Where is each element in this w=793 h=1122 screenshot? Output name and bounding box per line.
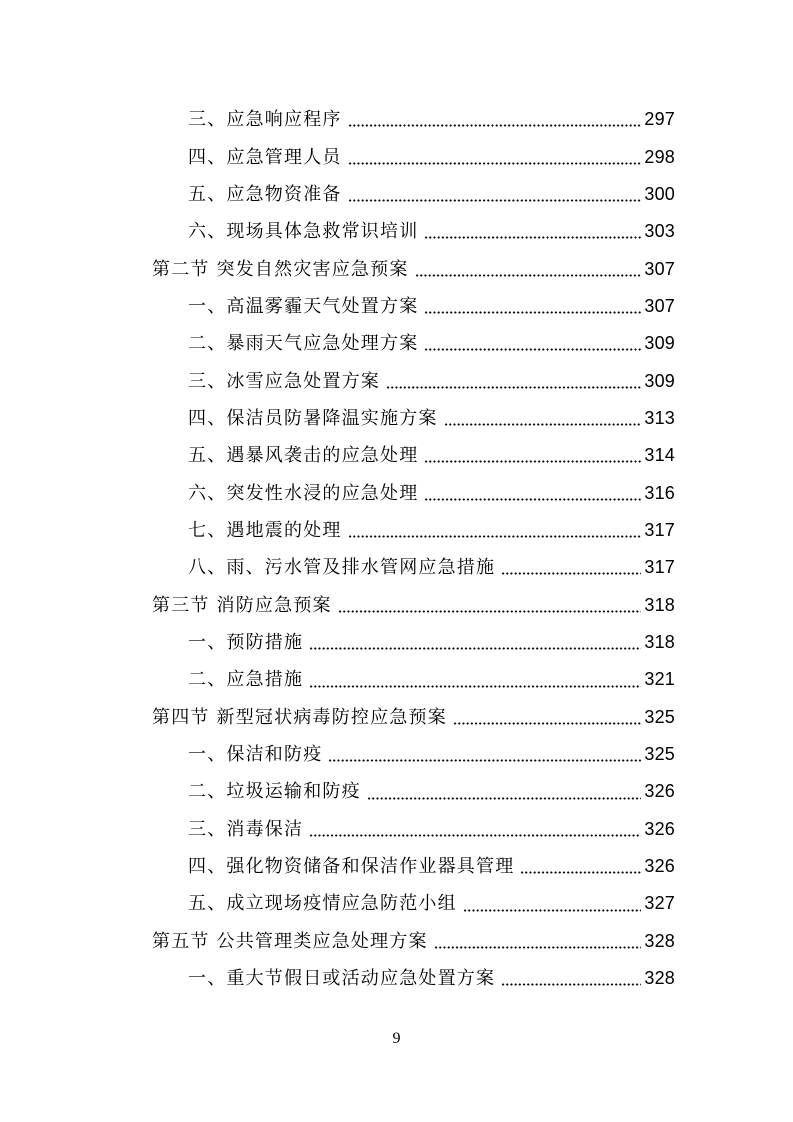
toc-entry-title: 六、突发性水浸的应急处理 <box>188 482 419 504</box>
dot-leader <box>328 759 641 762</box>
toc-entry-title: 一、保洁和防疫 <box>188 744 323 766</box>
toc-entry-page: 327 <box>644 893 675 914</box>
toc-entry-page: 307 <box>644 258 675 279</box>
dot-leader <box>348 124 642 127</box>
toc-entry-page: 317 <box>644 519 675 540</box>
table-of-contents <box>152 101 675 997</box>
toc-entry-title: 五、遇暴风袭击的应急处理 <box>188 445 419 467</box>
dot-leader <box>309 685 641 688</box>
toc-section-entry[interactable] <box>152 699 675 736</box>
dot-leader <box>463 909 642 912</box>
toc-entry[interactable] <box>152 549 675 586</box>
toc-entry[interactable] <box>152 400 675 437</box>
toc-entry-title: 第三节 消防应急预案 <box>152 594 332 616</box>
toc-entry-page: 326 <box>644 781 675 802</box>
toc-entry-page: 303 <box>644 221 675 242</box>
toc-entry-page: 318 <box>644 594 675 615</box>
toc-entry[interactable] <box>152 176 675 213</box>
toc-entry-title: 八、雨、污水管及排水管网应急措施 <box>188 557 496 579</box>
dot-leader <box>501 572 641 575</box>
toc-entry-title: 一、重大节假日或活动应急处置方案 <box>188 968 496 990</box>
toc-entry-page: 316 <box>644 482 675 503</box>
dot-leader <box>367 797 642 800</box>
toc-entry[interactable] <box>152 960 675 997</box>
toc-entry-page: 317 <box>644 557 675 578</box>
toc-entry-page: 328 <box>644 930 675 951</box>
dot-leader <box>415 274 642 277</box>
toc-entry-page: 300 <box>644 183 675 204</box>
toc-entry[interactable] <box>152 213 675 250</box>
toc-entry-title: 一、预防措施 <box>188 631 304 653</box>
toc-entry-page: 326 <box>644 856 675 877</box>
toc-entry[interactable] <box>152 773 675 810</box>
dot-leader <box>501 983 641 986</box>
toc-entry-title: 二、应急措施 <box>188 669 304 691</box>
toc-entry-title: 五、应急物资准备 <box>188 183 342 205</box>
toc-entry-page: 309 <box>644 370 675 391</box>
toc-entry-page: 325 <box>644 744 675 765</box>
toc-entry-title: 第四节 新型冠状病毒防控应急预案 <box>152 706 447 728</box>
toc-entry-page: 298 <box>644 146 675 167</box>
toc-section-entry[interactable] <box>152 923 675 960</box>
toc-entry[interactable] <box>152 512 675 549</box>
toc-entry[interactable] <box>152 138 675 175</box>
toc-entry-title: 七、遇地震的处理 <box>188 519 342 541</box>
toc-entry-page: 313 <box>644 407 675 428</box>
toc-entry-title: 第五节 公共管理类应急处理方案 <box>152 930 428 952</box>
toc-entry[interactable] <box>152 101 675 138</box>
dot-leader <box>348 199 642 202</box>
toc-entry-page: 318 <box>644 631 675 652</box>
dot-leader <box>386 386 641 389</box>
dot-leader <box>424 236 641 239</box>
toc-entry-title: 五、成立现场疫情应急防范小组 <box>188 893 457 915</box>
toc-entry[interactable] <box>152 811 675 848</box>
toc-entry[interactable] <box>152 661 675 698</box>
toc-entry-page: 309 <box>644 333 675 354</box>
toc-entry-title: 三、应急响应程序 <box>188 109 342 131</box>
dot-leader <box>309 647 641 650</box>
page-number: 9 <box>392 1030 401 1047</box>
toc-entry[interactable] <box>152 474 675 511</box>
toc-entry-title: 六、现场具体急救常识培训 <box>188 221 419 243</box>
toc-entry[interactable] <box>152 362 675 399</box>
toc-entry-title: 四、强化物资储备和保洁作业器具管理 <box>188 856 515 878</box>
toc-entry[interactable] <box>152 624 675 661</box>
toc-entry-page: 321 <box>644 669 675 690</box>
toc-entry[interactable] <box>152 848 675 885</box>
dot-leader <box>348 162 642 165</box>
dot-leader <box>348 535 642 538</box>
dot-leader <box>424 498 641 501</box>
toc-entry-title: 二、垃圾运输和防疫 <box>188 781 361 803</box>
dot-leader <box>424 460 641 463</box>
toc-entry-page: 325 <box>644 706 675 727</box>
toc-entry[interactable] <box>152 288 675 325</box>
dot-leader <box>444 423 642 426</box>
toc-entry[interactable] <box>152 885 675 922</box>
dot-leader <box>338 610 642 613</box>
toc-entry-title: 三、消毒保洁 <box>188 818 304 840</box>
dot-leader <box>434 946 642 949</box>
toc-entry-page: 328 <box>644 968 675 989</box>
toc-entry-page: 326 <box>644 818 675 839</box>
toc-entry-title: 第二节 突发自然灾害应急预案 <box>152 258 409 280</box>
toc-entry-title: 二、暴雨天气应急处理方案 <box>188 333 419 355</box>
toc-entry-title: 四、应急管理人员 <box>188 146 342 168</box>
toc-section-entry[interactable] <box>152 586 675 623</box>
toc-entry-title: 四、保洁员防暑降温实施方案 <box>188 407 438 429</box>
toc-entry-page: 314 <box>644 445 675 466</box>
toc-entry-page: 297 <box>644 109 675 130</box>
toc-entry-title: 三、冰雪应急处置方案 <box>188 370 380 392</box>
toc-entry-page: 307 <box>644 295 675 316</box>
dot-leader <box>424 348 641 351</box>
dot-leader <box>453 722 641 725</box>
dot-leader <box>424 311 641 314</box>
toc-entry[interactable] <box>152 437 675 474</box>
toc-entry[interactable] <box>152 736 675 773</box>
toc-section-entry[interactable] <box>152 250 675 287</box>
dot-leader <box>309 834 641 837</box>
toc-entry[interactable] <box>152 325 675 362</box>
toc-entry-title: 一、高温雾霾天气处置方案 <box>188 295 419 317</box>
dot-leader <box>520 871 641 874</box>
